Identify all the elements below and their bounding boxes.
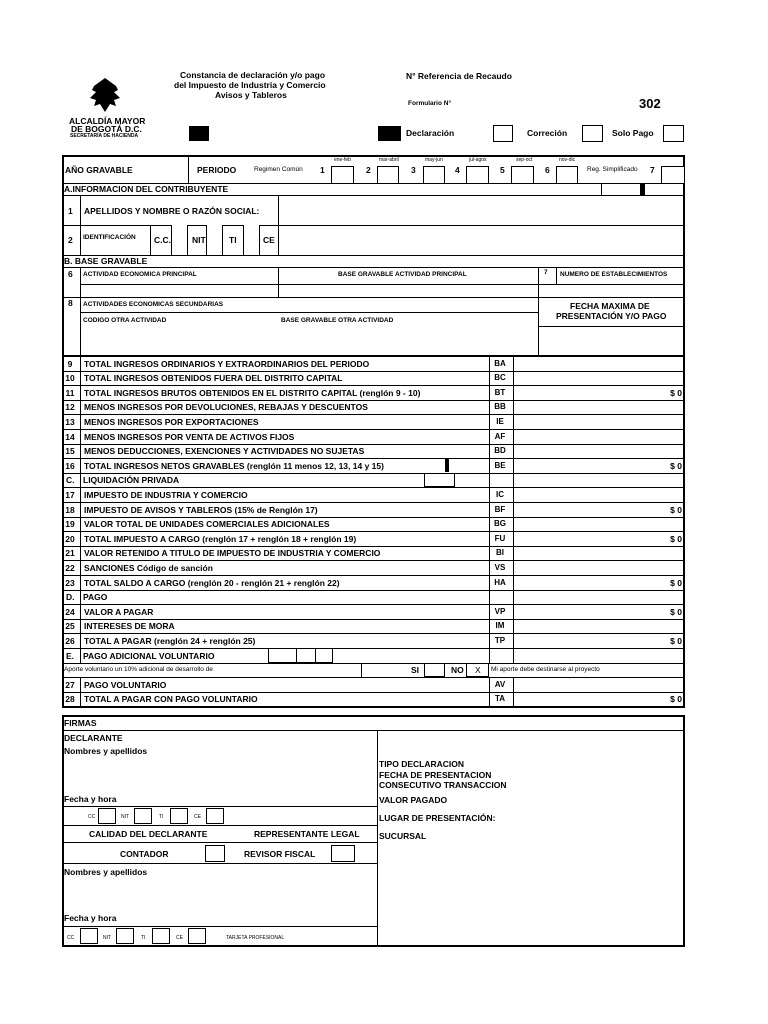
row-8-label: ACTIVIDADES ECONOMICAS SECUNDARIAS xyxy=(83,301,224,308)
row-2-label: IDENTIFICACIÓN xyxy=(83,234,136,241)
row-24-value-input[interactable] xyxy=(514,605,682,618)
row-12-code: BB xyxy=(494,402,506,412)
row-28-value: $ 0 xyxy=(670,694,682,705)
row-9-value-input[interactable] xyxy=(514,357,682,370)
liquidacion-box-1[interactable] xyxy=(424,473,455,488)
row-11-code: BT xyxy=(494,387,506,397)
reg-simplificado-label: Reg. Simplificado xyxy=(587,166,638,173)
form-title-line2: del Impuesto de Industria y Comercio xyxy=(174,80,326,90)
row-2-num: 2 xyxy=(68,235,73,245)
row-25-code: IM xyxy=(495,621,505,631)
row-25-label: INTERESES DE MORA xyxy=(84,621,175,632)
row-18-label: IMPUESTO DE AVISOS Y TABLEROS (15% de Renglón 17) xyxy=(84,504,318,515)
consecutivo-transaccion-label: CONSECUTIVO TRANSACCION xyxy=(379,780,507,790)
row-14-code: AF xyxy=(494,431,506,441)
pago-adicional-box-2[interactable] xyxy=(296,648,316,663)
row-1-label: APELLIDOS Y NOMBRE O RAZÓN SOCIAL: xyxy=(84,206,260,216)
aporte-si-label: SI xyxy=(411,665,420,676)
row-13-num: 13 xyxy=(65,416,75,427)
fecha-maxima-line1: FECHA MAXIMA DE xyxy=(570,301,650,311)
row-22-num: 22 xyxy=(65,562,75,573)
row-28-value-input[interactable] xyxy=(514,693,682,706)
contador-ce-checkbox[interactable] xyxy=(188,928,206,944)
row-21-num: 21 xyxy=(65,548,75,559)
id-nit-label: NIT xyxy=(192,235,206,245)
period-months-4: jul-agos xyxy=(469,157,487,163)
formulario-label: Formulario N° xyxy=(408,100,452,107)
row-24-value: $ 0 xyxy=(670,606,682,617)
numero-establecimientos-input[interactable] xyxy=(539,285,684,296)
row-10-value-input[interactable] xyxy=(514,372,682,385)
row-23-value: $ 0 xyxy=(670,577,682,588)
declarante-nit-checkbox[interactable] xyxy=(134,808,152,824)
row-13-value-input[interactable] xyxy=(514,415,682,428)
contador-label: CONTADOR xyxy=(120,849,169,859)
identificacion-number-input[interactable] xyxy=(279,226,683,254)
declarante-ce-checkbox[interactable] xyxy=(206,808,224,824)
form-title-line3: Avisos y Tableros xyxy=(215,90,287,100)
row-6-num: 6 xyxy=(68,269,73,279)
row-8-codigo-label: CODIGO OTRA ACTIVIDAD xyxy=(83,317,167,324)
row-22-code: VS xyxy=(494,562,506,572)
fecha-presentacion-label: FECHA DE PRESENTACION xyxy=(379,770,492,780)
declarante-ti-label: TI xyxy=(159,814,164,820)
row-20-value-input[interactable] xyxy=(514,532,682,545)
tipo-declaracion-label: TIPO DECLARACION xyxy=(379,759,464,769)
pago-adicional-box-3[interactable] xyxy=(315,648,333,663)
period-months-3: may-jun xyxy=(425,157,443,163)
fecha-maxima-input[interactable] xyxy=(539,327,684,355)
id-cc-checkbox[interactable] xyxy=(171,225,188,255)
row-24-code: VP xyxy=(494,606,506,616)
row-28-num: 28 xyxy=(65,694,75,705)
declarante-ti-checkbox[interactable] xyxy=(170,808,188,824)
row-27-label: PAGO VOLUNTARIO xyxy=(84,679,167,690)
declarante-label: DECLARANTE xyxy=(64,733,123,743)
row-7-num: 7 xyxy=(544,269,548,276)
contador-ti-label: TI xyxy=(141,935,146,941)
tarjeta-profesional-label: TARJETA PROFESIONAL xyxy=(226,935,285,941)
section-b-title: B. BASE GRAVABLE xyxy=(64,256,148,266)
actividad-principal-input[interactable] xyxy=(81,285,277,296)
row-26-value-input[interactable] xyxy=(514,634,682,647)
row-12-label: MENOS INGRESOS POR DEVOLUCIONES, REBAJAS Y DESCUENTOS xyxy=(84,402,368,413)
valor-pagado-label: VALOR PAGADO xyxy=(379,795,448,805)
row-10-code: BC xyxy=(494,373,506,383)
row-28-label: TOTAL A PAGAR CON PAGO VOLUNTARIO xyxy=(84,694,258,705)
row-23-num: 23 xyxy=(65,577,75,588)
black-marker-section-a xyxy=(640,183,645,195)
form-number: 302 xyxy=(639,96,661,111)
row-23-label: TOTAL SALDO A CARGO (renglón 20 - renglón 21 + renglón 22) xyxy=(84,577,340,588)
row-19-value-input[interactable] xyxy=(514,518,682,531)
revisor-fiscal-checkbox[interactable] xyxy=(331,845,355,862)
row-20-num: 20 xyxy=(65,533,75,544)
row-26-label: TOTAL A PAGAR (renglón 24 + renglón 25) xyxy=(84,635,256,646)
aporte-voluntario-text: Aporte voluntario un 10% adicional de desarrollo de xyxy=(64,665,213,673)
row-14-label: MENOS INGRESOS POR VENTA DE ACTIVOS FIJOS xyxy=(84,431,295,442)
sucursal-label: SUCURSAL xyxy=(379,831,427,841)
row-8-base-label: BASE GRAVABLE OTRA ACTIVIDAD xyxy=(281,317,394,324)
aporte-no-label: NO xyxy=(451,665,464,676)
row-19-num: 19 xyxy=(65,519,75,530)
row-11-label: TOTAL INGRESOS BRUTOS OBTENIDOS EN EL DISTRITO CAPITAL (renglón 9 - 10) xyxy=(84,387,421,398)
periodo-label: PERIODO xyxy=(197,165,237,175)
period-num-1: 1 xyxy=(320,165,325,175)
row-9-label: TOTAL INGRESOS ORDINARIOS Y EXTRAORDINARIOS DEL PERIODO xyxy=(84,358,370,369)
contador-nit-checkbox[interactable] xyxy=(116,928,134,944)
id-nit-checkbox[interactable] xyxy=(206,225,223,255)
id-ti-label: TI xyxy=(229,235,237,245)
row-10-label: TOTAL INGRESOS OBTENIDOS FUERA DEL DISTRITO CAPITAL xyxy=(84,373,343,384)
period-num-3: 3 xyxy=(411,165,416,175)
row-11-value-input[interactable] xyxy=(514,386,682,399)
correcion-checkbox[interactable] xyxy=(582,125,603,142)
row-11-value: $ 0 xyxy=(670,387,682,398)
row-12-num: 12 xyxy=(65,402,75,413)
period-months-5: sep-oct xyxy=(516,157,533,163)
declarante-cc-checkbox[interactable] xyxy=(98,808,116,824)
row-28-code: TA xyxy=(494,694,506,704)
period-checkbox-2[interactable] xyxy=(377,166,399,183)
solo-pago-label: Solo Pago xyxy=(612,128,654,138)
base-gravable-principal-input[interactable] xyxy=(279,285,537,296)
section_d-title: PAGO xyxy=(83,592,108,603)
declarante-nit-label: NIT xyxy=(121,814,130,820)
row-26-num: 26 xyxy=(65,635,75,646)
section_c-title: LIQUIDACIÓN PRIVADA xyxy=(83,475,180,486)
row-16-code: BE xyxy=(494,460,506,470)
contador-cc-label: CC xyxy=(67,935,75,941)
row-14-value-input[interactable] xyxy=(514,430,682,443)
section_c-letter: C. xyxy=(66,475,75,486)
declarante-ce-label: CE xyxy=(194,814,201,820)
row-27-num: 27 xyxy=(65,679,75,690)
aporte-si-checkbox[interactable] xyxy=(424,663,445,678)
period-num-4: 4 xyxy=(455,165,460,175)
fecha-maxima-line2: PRESENTACIÓN Y/O PAGO xyxy=(556,311,667,321)
fecha-hora-label-2: Fecha y hora xyxy=(64,913,117,923)
reg-simplificado-num: 7 xyxy=(650,165,655,175)
contador-cc-checkbox[interactable] xyxy=(80,928,98,944)
row-22-value-input[interactable] xyxy=(514,561,682,574)
entity-name-line2: DE BOGOTÁ D.C. xyxy=(71,124,142,134)
row-10-num: 10 xyxy=(65,373,75,384)
razon-social-input[interactable] xyxy=(279,196,683,224)
row-9-code: BA xyxy=(494,358,506,368)
period-num-2: 2 xyxy=(366,165,371,175)
row-26-value: $ 0 xyxy=(670,635,682,646)
representante-legal-label: REPRESENTANTE LEGAL xyxy=(254,829,360,839)
period-months-2: mar-abril xyxy=(379,157,399,163)
correcion-label: Correción xyxy=(527,128,568,138)
declarante-nombres-input[interactable] xyxy=(64,760,374,790)
row-1-num: 1 xyxy=(68,206,73,216)
row-14-num: 14 xyxy=(65,431,75,442)
revisor-fiscal-label: REVISOR FISCAL xyxy=(244,849,316,859)
bogota-coat-of-arms-icon xyxy=(86,76,124,116)
period-checkbox-5[interactable] xyxy=(511,166,534,183)
actividades-secundarias-input[interactable] xyxy=(81,328,537,355)
row-17-value-input[interactable] xyxy=(514,488,682,501)
pago-adicional-box-1[interactable] xyxy=(268,648,297,663)
contador-nombres-input[interactable] xyxy=(64,880,374,910)
entity-name-line1: ALCALDÍA MAYOR xyxy=(69,116,146,126)
row-21-code: BI xyxy=(496,548,504,558)
row-18-value: $ 0 xyxy=(670,504,682,515)
row-18-code: BF xyxy=(494,504,506,514)
section_e-title: PAGO ADICIONAL VOLUNTARIO xyxy=(83,650,215,661)
row-12-value-input[interactable] xyxy=(514,401,682,414)
declaracion-checkbox[interactable] xyxy=(493,125,513,142)
declarante-cc-label: CC xyxy=(88,814,96,820)
period-checkbox-6[interactable] xyxy=(556,166,578,183)
black-marker-left xyxy=(189,126,209,141)
row-6-base-label: BASE GRAVABLE ACTIVIDAD PRINCIPAL xyxy=(338,271,467,278)
row-21-value-input[interactable] xyxy=(514,547,682,560)
row-17-code: IC xyxy=(496,489,504,499)
period-num-5: 5 xyxy=(500,165,505,175)
period-checkbox-4[interactable] xyxy=(466,166,489,183)
row-24-label: VALOR A PAGAR xyxy=(84,606,154,617)
id-cc-label: C.C. xyxy=(154,235,171,245)
row-19-code: BG xyxy=(494,519,506,529)
row-23-code: HA xyxy=(494,577,506,587)
id-ti-checkbox[interactable] xyxy=(243,225,260,255)
row-20-value: $ 0 xyxy=(670,533,682,544)
black-marker-declaracion xyxy=(378,126,401,141)
period-checkbox-3[interactable] xyxy=(423,166,445,183)
form-title-line1: Constancia de declaración y/o pago xyxy=(180,70,326,80)
row-24-num: 24 xyxy=(65,606,75,617)
contador-ti-checkbox[interactable] xyxy=(152,928,170,944)
row-20-code: FU xyxy=(494,533,506,543)
aporte-no-mark: X xyxy=(475,665,481,676)
reg-simplificado-checkbox[interactable] xyxy=(661,166,685,183)
row-22-label: SANCIONES Código de sanción xyxy=(84,562,213,573)
row-16-value: $ 0 xyxy=(670,460,682,471)
id-ce-label: CE xyxy=(263,235,275,245)
nombres-apellidos-label-2: Nombres y apellidos xyxy=(64,867,148,877)
period-num-6: 6 xyxy=(545,165,550,175)
contador-ce-label: CE xyxy=(176,935,183,941)
row-15-num: 15 xyxy=(65,446,75,457)
row-7-label: NUMERO DE ESTABLECIMIENTOS xyxy=(560,271,668,278)
row-18-value-input[interactable] xyxy=(514,503,682,516)
nombres-apellidos-label: Nombres y apellidos xyxy=(64,746,148,756)
row-16-num: 16 xyxy=(65,460,75,471)
ano-gravable-label: AÑO GRAVABLE xyxy=(65,165,133,175)
row-9-num: 9 xyxy=(67,358,73,369)
row-17-num: 17 xyxy=(65,489,75,500)
row-6-label: ACTIVIDAD ECONOMICA PRINCIPAL xyxy=(83,271,197,278)
row-16-label: TOTAL INGRESOS NETOS GRAVABLES (renglón 11 menos 12, 13, 14 y 15) xyxy=(84,460,384,471)
row-11-num: 11 xyxy=(65,387,75,398)
row-15-code: BD xyxy=(494,446,506,456)
declaracion-label: Declaración xyxy=(406,128,455,138)
mi-aporte-text: Mi aporte debe destinarse al proyecto xyxy=(491,665,600,673)
entity-name-line3: SECRETARÍA DE HACIENDA xyxy=(70,133,139,139)
fecha-hora-label: Fecha y hora xyxy=(64,794,117,804)
period-checkbox-1[interactable] xyxy=(331,166,354,183)
calidad-declarante-label: CALIDAD DEL DECLARANTE xyxy=(89,829,208,839)
section_d-letter: D. xyxy=(66,592,75,603)
row-17-label: IMPUESTO DE INDUSTRIA Y COMERCIO xyxy=(84,489,248,500)
row-13-label: MENOS INGRESOS POR EXPORTACIONES xyxy=(84,416,259,427)
row-15-value-input[interactable] xyxy=(514,445,682,458)
row-26-code: TP xyxy=(494,635,506,645)
row-25-value-input[interactable] xyxy=(514,620,682,633)
section-a-title: A.INFORMACION DEL CONTRIBUYENTE xyxy=(64,184,229,194)
contador-nit-label: NIT xyxy=(103,935,112,941)
period-months-6: nov-dic xyxy=(559,157,576,163)
row-19-label: VALOR TOTAL DE UNIDADES COMERCIALES ADICIONALES xyxy=(84,519,330,530)
row-16-value-input[interactable] xyxy=(514,459,682,472)
row-23-value-input[interactable] xyxy=(514,576,682,589)
section_e-letter: E. xyxy=(66,650,75,661)
lugar-presentacion-label: LUGAR DE PRESENTACIÓN: xyxy=(379,813,496,823)
row-27-code: AV xyxy=(494,679,506,689)
solo-pago-checkbox[interactable] xyxy=(663,125,684,142)
row-13-code: IE xyxy=(496,416,504,426)
regimen-comun-label: Regimen Común xyxy=(254,166,303,173)
firmas-title: FIRMAS xyxy=(64,718,97,728)
row-15-label: MENOS DEDUCCIONES, EXENCIONES Y ACTIVIDADES NO SUJETAS xyxy=(84,446,365,457)
contador-checkbox[interactable] xyxy=(205,845,225,862)
row-20-label: TOTAL IMPUESTO A CARGO (renglón 17 + renglón 18 + renglón 19) xyxy=(84,533,357,544)
row-18-num: 18 xyxy=(65,504,75,515)
period-months-1: ene-feb xyxy=(334,157,351,163)
referencia-recaudo-label: N° Referencia de Recaudo xyxy=(406,71,512,81)
row-8-num: 8 xyxy=(68,298,73,308)
row-25-num: 25 xyxy=(65,621,75,632)
black-marker-row16 xyxy=(445,459,449,472)
row-21-label: VALOR RETENIDO A TITULO DE IMPUESTO DE INDUSTRIA Y COMERCIO xyxy=(84,548,381,559)
row-27-value-input[interactable] xyxy=(514,678,682,691)
